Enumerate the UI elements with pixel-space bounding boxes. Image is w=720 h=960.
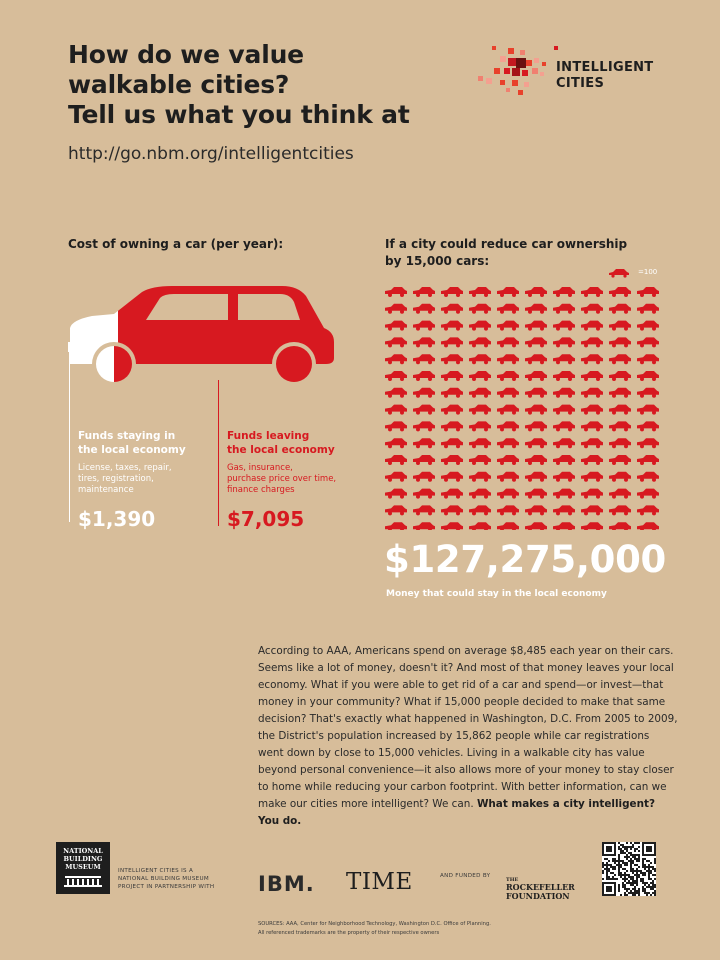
grid-car-icon	[413, 388, 435, 398]
grid-car-icon	[581, 421, 603, 431]
grid-car-icon	[497, 337, 519, 347]
grid-car-icon	[413, 405, 435, 415]
nbm-logo	[56, 842, 110, 894]
nbm-line-3: MUSEUM	[65, 863, 101, 871]
rock-line-1: THE	[506, 877, 519, 883]
funds-leaving-amount: $7,095	[227, 507, 305, 531]
grid-car-icon	[469, 438, 491, 448]
grid-car-icon	[469, 405, 491, 415]
car-icon-grid	[384, 284, 664, 530]
grid-car-icon	[553, 304, 575, 314]
grid-car-icon	[441, 354, 463, 364]
funds-staying-desc-line-1: License, taxes, repair,	[78, 463, 172, 473]
grid-car-icon	[441, 287, 463, 297]
grid-car-icon	[525, 304, 547, 314]
grid-car-icon	[637, 505, 659, 515]
grid-car-icon	[581, 321, 603, 331]
staying-divider	[69, 352, 70, 522]
grid-car-icon	[469, 472, 491, 482]
grid-car-icon	[497, 354, 519, 364]
grid-car-icon	[581, 287, 603, 297]
grid-car-icon	[441, 455, 463, 465]
grid-car-icon	[413, 304, 435, 314]
grid-car-icon	[413, 522, 435, 530]
grid-car-icon	[441, 371, 463, 381]
grid-car-icon	[413, 472, 435, 482]
grid-car-icon	[385, 321, 407, 331]
grid-car-icon	[413, 438, 435, 448]
grid-car-icon	[385, 287, 407, 297]
grid-car-icon	[581, 489, 603, 499]
grid-car-icon	[413, 421, 435, 431]
grid-car-icon	[609, 304, 631, 314]
grid-car-icon	[413, 489, 435, 499]
grid-car-icon	[553, 505, 575, 515]
grid-car-icon	[553, 371, 575, 381]
legend-label: =100	[638, 268, 658, 276]
funds-leaving-desc-line-1: Gas, insurance,	[227, 463, 293, 473]
grid-car-icon	[441, 304, 463, 314]
funds-staying-title	[78, 429, 208, 457]
grid-car-icon	[385, 472, 407, 482]
grid-car-icon	[441, 388, 463, 398]
logo-line-1: INTELLIGENT	[556, 60, 654, 75]
grid-car-icon	[581, 472, 603, 482]
grid-car-icon	[581, 388, 603, 398]
legend	[608, 266, 668, 280]
grid-car-icon	[469, 388, 491, 398]
nbm-line-2: BUILDING	[63, 855, 103, 863]
grid-car-icon	[609, 371, 631, 381]
grid-car-icon	[637, 455, 659, 465]
funds-leaving-desc	[227, 463, 367, 496]
partner-line-1: INTELLIGENT CITIES IS A	[118, 868, 194, 874]
funds-staying-block	[78, 429, 208, 531]
grid-car-icon	[553, 321, 575, 331]
grid-car-icon	[609, 321, 631, 331]
grid-car-icon	[581, 522, 603, 530]
funds-staying-amount: $1,390	[78, 507, 156, 531]
grid-car-icon	[553, 438, 575, 448]
grid-car-icon	[469, 522, 491, 530]
grid-car-icon	[609, 438, 631, 448]
grid-car-icon	[525, 472, 547, 482]
grid-car-icon	[497, 421, 519, 431]
grid-car-icon	[637, 321, 659, 331]
grid-car-icon	[469, 455, 491, 465]
grid-car-icon	[525, 388, 547, 398]
grid-car-icon	[385, 489, 407, 499]
logo-wordmark	[556, 60, 653, 92]
grid-car-icon	[413, 371, 435, 381]
grid-car-icon	[385, 455, 407, 465]
grid-car-icon	[581, 354, 603, 364]
grid-car-icon	[581, 304, 603, 314]
grid-car-icon	[441, 505, 463, 515]
funds-leaving-desc-line-2: purchase price over time,	[227, 474, 337, 484]
grid-car-icon	[413, 321, 435, 331]
survey-link[interactable]: http://go.nbm.org/intelligentcities	[68, 144, 354, 164]
grid-car-icon	[609, 489, 631, 499]
grid-car-icon	[553, 388, 575, 398]
logo-line-2: CITIES	[556, 76, 605, 91]
grid-car-icon	[385, 421, 407, 431]
grid-car-icon	[469, 304, 491, 314]
grid-car-icon	[497, 321, 519, 331]
grid-car-icon	[525, 287, 547, 297]
rock-line-2: ROCKEFELLER	[506, 882, 575, 892]
intelligent-cities-logo-icon	[478, 46, 558, 96]
grid-car-icon	[385, 438, 407, 448]
grid-car-icon	[553, 489, 575, 499]
grid-car-icon	[637, 287, 659, 297]
grid-car-icon	[637, 354, 659, 364]
grid-car-icon	[385, 304, 407, 314]
grid-car-icon	[553, 405, 575, 415]
grid-car-icon	[637, 337, 659, 347]
sources-line-1: SOURCES: AAA, Center for Neighborhood Technology, Washington D.C. Office of Planning.	[258, 921, 491, 927]
grid-car-icon	[441, 337, 463, 347]
reduce-title-line-1: If a city could reduce car ownership	[385, 237, 628, 251]
grid-car-icon	[469, 421, 491, 431]
grid-car-icon	[441, 321, 463, 331]
car-cost-title: Cost of owning a car (per year):	[68, 237, 284, 251]
grid-car-icon	[413, 337, 435, 347]
grid-car-icon	[525, 505, 547, 515]
grid-car-icon	[413, 455, 435, 465]
museum-building-icon	[63, 873, 103, 887]
headline	[68, 40, 468, 130]
grid-car-icon	[525, 321, 547, 331]
grid-car-icon	[525, 421, 547, 431]
headline-line-1: How do we value	[68, 40, 304, 69]
grid-car-icon	[637, 522, 659, 530]
reduce-title	[385, 236, 627, 270]
grid-car-icon	[469, 337, 491, 347]
body-paragraph	[258, 643, 678, 830]
grid-car-icon	[497, 522, 519, 530]
legend-car-icon	[608, 268, 630, 278]
grid-car-icon	[637, 438, 659, 448]
funds-leaving-block	[227, 429, 367, 531]
grid-car-icon	[581, 405, 603, 415]
grid-car-icon	[525, 522, 547, 530]
grid-car-icon	[637, 371, 659, 381]
partner-line-3: PROJECT IN PARTNERSHIP WITH	[118, 884, 215, 890]
grid-car-icon	[609, 421, 631, 431]
grid-car-icon	[441, 489, 463, 499]
grid-car-icon	[469, 354, 491, 364]
grid-car-icon	[581, 438, 603, 448]
grid-car-icon	[637, 489, 659, 499]
car-icon	[62, 280, 342, 390]
grid-car-icon	[553, 421, 575, 431]
funds-staying-desc-line-2: tires, registration,	[78, 474, 154, 484]
grid-car-icon	[441, 472, 463, 482]
grid-car-icon	[609, 287, 631, 297]
grid-car-icon	[525, 438, 547, 448]
grid-car-icon	[497, 371, 519, 381]
grid-car-icon	[637, 472, 659, 482]
grid-car-icon	[413, 287, 435, 297]
partner-line-2: NATIONAL BUILDING MUSEUM	[118, 876, 210, 882]
qr-code-icon[interactable]	[602, 842, 656, 896]
funded-by-label: AND FUNDED BY	[440, 873, 491, 879]
grid-car-icon	[553, 287, 575, 297]
grid-car-icon	[637, 405, 659, 415]
grid-car-icon	[497, 489, 519, 499]
grid-car-icon	[581, 455, 603, 465]
grid-car-icon	[385, 505, 407, 515]
grid-car-icon	[469, 321, 491, 331]
funds-leaving-desc-line-3: finance charges	[227, 485, 295, 495]
grid-car-icon	[441, 438, 463, 448]
grid-car-icon	[609, 388, 631, 398]
grid-car-icon	[553, 522, 575, 530]
ibm-logo: IBM.	[258, 872, 315, 896]
grid-car-icon	[469, 371, 491, 381]
grid-car-icon	[637, 304, 659, 314]
body-text: According to AAA, Americans spend on average $8,485 each year on their cars. Seems like a lot of money, doesn't it? And most of that money leaves your local economy. What if you were able to get rid of a car and spend—or invest—that money in your community? What if 15,000 people decided to make that same decision? That's exactly what happened in Washington, D.C. From 2005 to 2009, the District's population increased by 15,862 people while car registrations went down by close to 15,000 vehicles. Living in a walkable city has value beyond personal convenience—it also allows more of your money to stay closer to home while reducing your carbon footprint. With better information, can we make our cities more intelligent? We can.	[258, 645, 678, 810]
grid-car-icon	[525, 337, 547, 347]
grid-car-icon	[497, 388, 519, 398]
grid-car-icon	[469, 505, 491, 515]
partner-text	[118, 867, 238, 891]
grid-car-icon	[385, 522, 407, 530]
grid-car-icon	[553, 455, 575, 465]
grid-car-icon	[385, 371, 407, 381]
time-logo: TIME	[346, 869, 413, 895]
grid-car-icon	[525, 371, 547, 381]
grid-car-icon	[497, 455, 519, 465]
grid-car-icon	[553, 354, 575, 364]
nbm-line-1: NATIONAL	[63, 847, 103, 855]
funds-staying-title-line-2: the local economy	[78, 444, 186, 456]
grid-car-icon	[609, 455, 631, 465]
grid-car-icon	[525, 354, 547, 364]
grid-car-icon	[497, 438, 519, 448]
grid-car-icon	[441, 522, 463, 530]
grid-car-icon	[581, 337, 603, 347]
funds-leaving-title-line-2: the local economy	[227, 444, 335, 456]
grid-car-icon	[497, 505, 519, 515]
grid-car-icon	[441, 421, 463, 431]
grid-car-icon	[497, 405, 519, 415]
grid-car-icon	[469, 287, 491, 297]
sources	[258, 920, 578, 938]
grid-car-icon	[385, 405, 407, 415]
grid-car-icon	[413, 505, 435, 515]
headline-line-3: Tell us what you think at	[68, 100, 410, 129]
grid-car-icon	[553, 472, 575, 482]
grid-car-icon	[441, 405, 463, 415]
grid-car-icon	[637, 421, 659, 431]
grid-car-icon	[413, 354, 435, 364]
grid-car-icon	[609, 337, 631, 347]
funds-staying-desc-line-3: maintenance	[78, 485, 134, 495]
big-number: $127,275,000	[384, 538, 666, 581]
grid-car-icon	[553, 337, 575, 347]
leaving-divider	[218, 380, 219, 526]
headline-line-2: walkable cities?	[68, 70, 290, 99]
grid-car-icon	[609, 522, 631, 530]
big-caption: Money that could stay in the local economy	[386, 589, 607, 599]
funds-staying-desc	[78, 463, 208, 496]
grid-car-icon	[385, 388, 407, 398]
grid-car-icon	[609, 505, 631, 515]
reduce-title-line-2: by 15,000 cars:	[385, 254, 490, 268]
grid-car-icon	[525, 405, 547, 415]
grid-car-icon	[581, 505, 603, 515]
grid-car-icon	[609, 354, 631, 364]
grid-car-icon	[637, 388, 659, 398]
grid-car-icon	[497, 304, 519, 314]
grid-car-icon	[525, 455, 547, 465]
rock-line-3: FOUNDATION	[506, 891, 570, 901]
sources-line-2: All referenced trademarks are the property of their respective owners	[258, 930, 440, 936]
grid-car-icon	[385, 354, 407, 364]
rockefeller-logo	[506, 877, 575, 901]
funds-leaving-title-line-1: Funds leaving	[227, 430, 310, 442]
grid-car-icon	[581, 371, 603, 381]
funds-staying-title-line-1: Funds staying in	[78, 430, 176, 442]
funds-leaving-title	[227, 429, 367, 457]
grid-car-icon	[609, 472, 631, 482]
grid-car-icon	[497, 472, 519, 482]
grid-car-icon	[469, 489, 491, 499]
grid-car-icon	[609, 405, 631, 415]
grid-car-icon	[385, 337, 407, 347]
body-closing: What makes a city intelligent? You do.	[258, 798, 655, 827]
grid-car-icon	[497, 287, 519, 297]
grid-car-icon	[525, 489, 547, 499]
